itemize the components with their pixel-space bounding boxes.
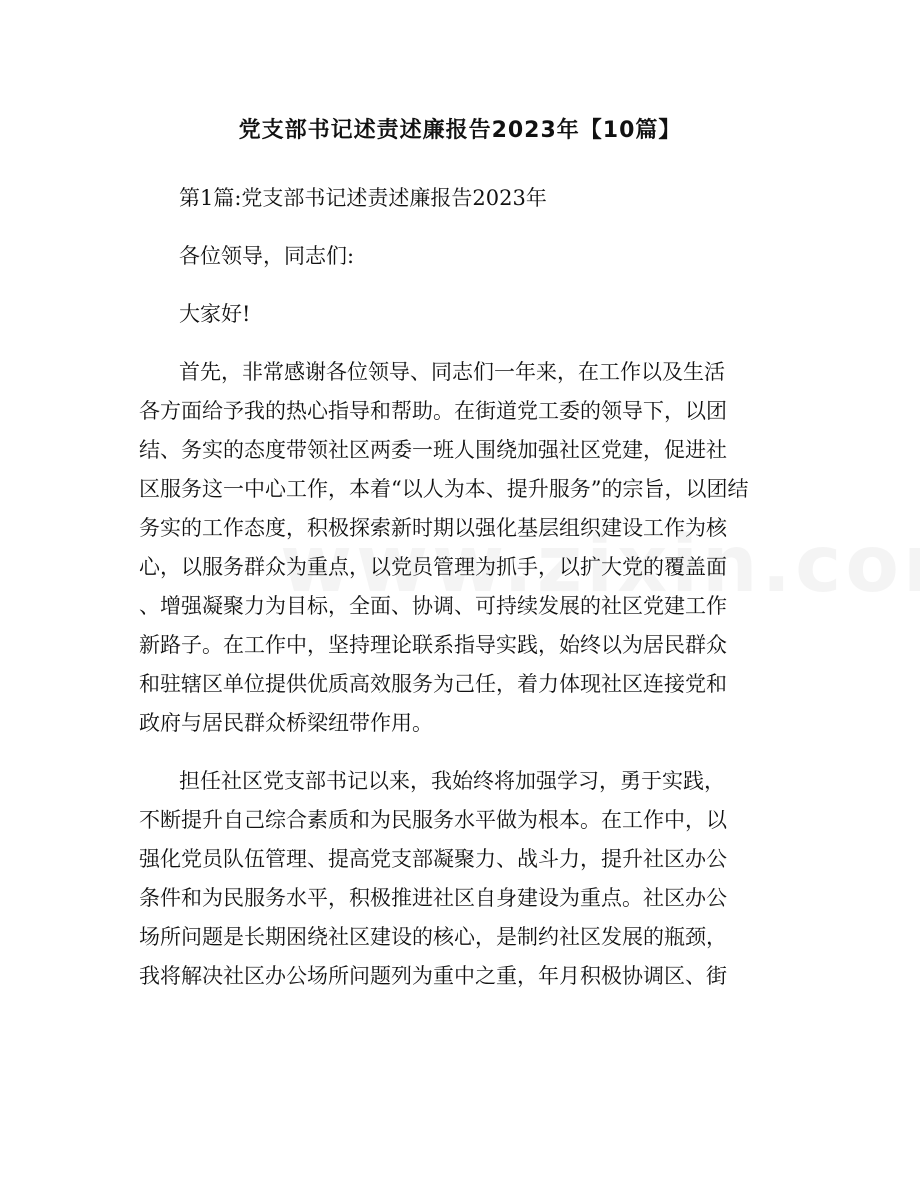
paragraph-1-line: 心，以服务群众为重点，以党员管理为抓手，以扩大党的覆盖面: [139, 555, 727, 579]
paragraph-1-line: 和驻辖区单位提供优质高效服务为己任，着力体现社区连接党和: [139, 672, 727, 696]
paragraph-1-line: 新路子。在工作中，坚持理论联系指导实践，始终以为居民群众: [139, 633, 727, 657]
paragraph-1-line: 务实的工作态度，积极探索新时期以强化基层组织建设工作为核: [139, 516, 727, 540]
paragraph-1-line: 各方面给予我的热心指导和帮助。在街道党工委的领导下，以团: [139, 399, 727, 423]
paragraph-1-line: 结、务实的态度带领社区两委一班人围绕加强社区党建，促进社: [139, 438, 727, 462]
paragraph-2-line: 强化党员队伍管理、提高党支部凝聚力、战斗力，提升社区办公: [139, 847, 727, 871]
paragraph-1-line: 、增强凝聚力为目标，全面、协调、可持续发展的社区党建工作: [139, 594, 727, 618]
paragraph-2-line: 我将解决社区办公场所问题列为重中之重，年月积极协调区、街: [139, 964, 727, 988]
paragraph-2-line: 条件和为民服务水平，积极推进社区自身建设为重点。社区办公: [139, 886, 727, 910]
paragraph-2-line: 不断提升自己综合素质和为民服务水平做为根本。在工作中，以: [139, 808, 727, 832]
salutation: 大家好!: [179, 302, 251, 326]
paragraph-2-line: 担任社区党支部书记以来，我始终将加强学习，勇于实践，: [179, 769, 725, 793]
section-heading: 第1篇:党支部书记述责述廉报告2023年: [179, 186, 547, 210]
paragraph-1-line: 区服务这一中心工作，本着“以人为本、提升服务”的宗旨，以团结: [139, 477, 749, 501]
greeting: 各位领导，同志们:: [179, 244, 355, 268]
paragraph-2-line: 场所问题是长期困绕社区建设的核心，是制约社区发展的瓶颈，: [139, 925, 727, 949]
document-title: 党支部书记述责述廉报告2023年【10篇】: [238, 118, 682, 143]
paragraph-1-line: 政府与居民群众桥梁纽带作用。: [139, 711, 433, 735]
paragraph-1-line: 首先，非常感谢各位领导、同志们一年来，在工作以及生活: [179, 360, 725, 384]
